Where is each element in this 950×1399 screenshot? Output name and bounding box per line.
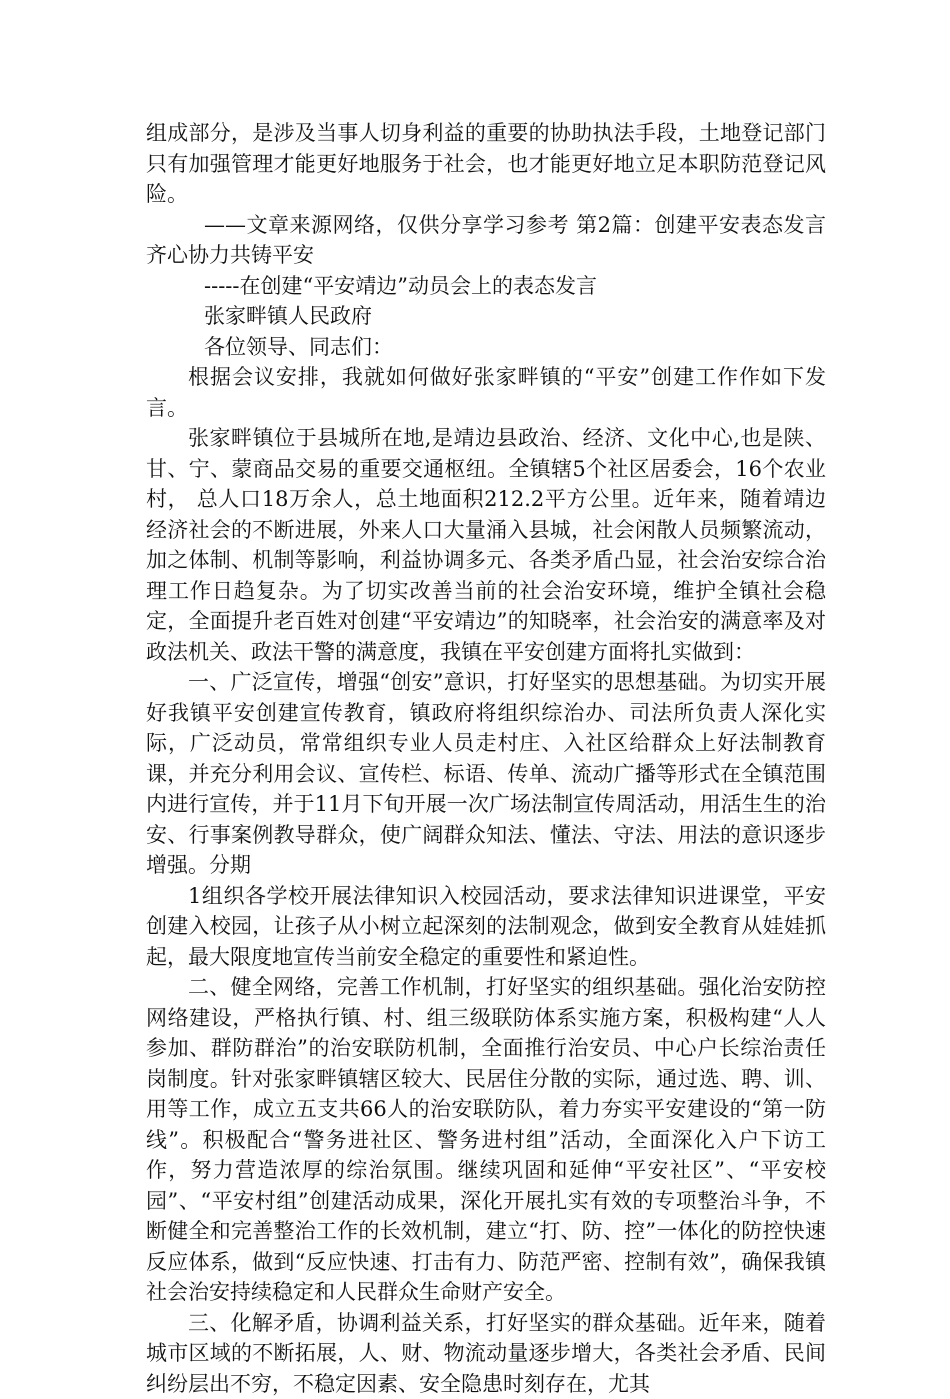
paragraph-point-1: 一、广泛宣传，增强“创安”意识，打好坚实的思想基础。为切实开展好我镇平安创建宣传教育，镇政府将组织综治办、司法所负责人深化实际，广泛动员，常常组织专业人员走村庄、入社区给群众上好法制教育课，并充分利用会议、宣传栏、标语、传单、流动广播等形式在全镇范围内进行宣传，并于11月下旬开展一次广场法制宣传周活动，用活生生的治安、行事案例教导群众，使广阔群众知法、懂法、守法、用法的意识逐步增强。分期 xyxy=(146,667,826,881)
paragraph-author: 张家畔镇人民政府 xyxy=(146,301,826,332)
paragraph-point-3: 三、化解矛盾，协调利益关系，打好坚实的群众基础。近年来，随着城市区域的不断拓展，人、财、物流动量逐步增大，各类社会矛盾、民间纠纷层出不穷，不稳定因素、安全隐患时刻存在，尤其 xyxy=(146,1308,826,1399)
paragraph-intro: 根据会议安排，我就如何做好张家畔镇的“平安”创建工作作如下发言。 xyxy=(146,362,826,423)
paragraph-background: 张家畔镇位于县城所在地,是靖边县政治、经济、文化中心,也是陕、甘、宁、蒙商品交易的重要交通枢纽。全镇辖5个社区居委会，16个农业村， 总人口18万余人，总土地面积212.2平方公里。近年来，随着靖边经济社会的不断进展，外来人口大量涌入县城，社会闲散人员频繁流动，加之体制、机制等影响，利益协调多元、各类矛盾凸显，社会治安综合治理工作日趋复杂。为了切实改善当前的社会治安环境，维护全镇社会稳定，全面提升老百姓对创建“平安靖边”的知晓率，社会治安的满意率及对政法机关、政法干警的满意度，我镇在平安创建方面将扎实做到： xyxy=(146,423,826,667)
document-page xyxy=(146,118,826,1399)
paragraph-salutation: 各位领导、同志们： xyxy=(146,332,826,363)
paragraph-point-2: 二、健全网络，完善工作机制，打好坚实的组织基础。强化治安防控网络建设，严格执行镇、村、组三级联防体系实施方案，积极构建“人人参加、群防群治”的治安联防机制，全面推行治安员、中心户长综治责任岗制度。针对张家畔镇辖区较大、民居住分散的实际，通过选、聘、训、用等工作，成立五支共66人的治安联防队，着力夯实平安建设的“第一防线”。积极配合“警务进社区、警务进村组”活动，全面深化入户下访工作，努力营造浓厚的综治氛围。继续巩固和延伸“平安社区”、“平安校园”、“平安村组”创建活动成果，深化开展扎实有效的专项整治斗争，不断健全和完善整治工作的长效机制，建立“打、防、控”一体化的防控快速反应体系，做到“反应快速、打击有力、防范严密、控制有效”，确保我镇社会治安持续稳定和人民群众生命财产安全。 xyxy=(146,972,826,1308)
paragraph-subtitle: -----在创建“平安靖边”动员会上的表态发言 xyxy=(146,271,826,302)
paragraph-source-note: ——文章来源网络，仅供分享学习参考 第2篇：创建平安表态发言齐心协力共铸平安 xyxy=(146,210,826,271)
paragraph-point-1-cont: 1组织各学校开展法律知识入校园活动，要求法律知识进课堂，平安创建入校园，让孩子从小树立起深刻的法制观念，做到安全教育从娃娃抓起，最大限度地宣传当前安全稳定的重要性和紧迫性。 xyxy=(146,881,826,973)
paragraph-1: 组成部分，是涉及当事人切身利益的重要的协助执法手段，土地登记部门只有加强管理才能更好地服务于社会，也才能更好地立足本职防范登记风险。 xyxy=(146,118,826,210)
